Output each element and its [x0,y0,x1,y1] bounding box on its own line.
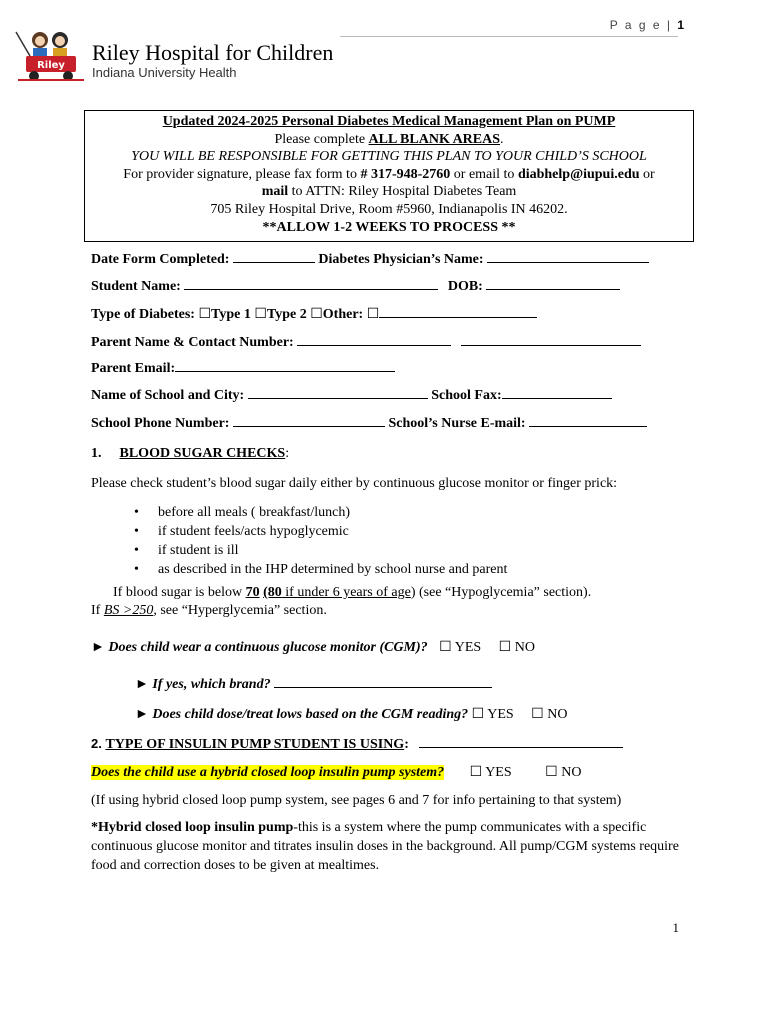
header-rule [340,36,678,37]
nurse-email-field[interactable] [529,414,647,427]
hybrid-yes-checkbox[interactable]: ☐ [469,765,483,780]
page-number-header: P a g e | 1 [609,18,684,32]
responsibility-line: YOU WILL BE RESPONSIBLE FOR GETTING THIS PLAN TO YOUR CHILD’S SCHOOL [131,149,647,165]
pump-type-field[interactable] [419,735,623,748]
school-city-field[interactable] [248,386,428,399]
fax-email-line: For provider signature, please fax form to # 317-948-2760 or email to diabhelp@iupui.edu or [123,166,655,182]
address-line: 705 Riley Hospital Drive, Room #5960, Indianapolis IN 46202. [210,201,568,217]
other-checkbox[interactable]: ☐ [310,307,323,322]
list-item: • if student is ill [130,541,507,560]
row-parent-email: Parent Email: [91,359,395,377]
other-type-field[interactable] [379,305,537,318]
school-phone-field[interactable] [233,414,385,427]
hypoglycemia-threshold: If blood sugar is below 70 (80 if under 6 years of age) (see “Hypoglycemia” section). [113,585,592,600]
cgm-no-checkbox[interactable]: ☐ [498,640,512,655]
list-item: • before all meals ( breakfast/lunch) [130,503,507,522]
dob-field[interactable] [486,277,620,290]
parent-email-field[interactable] [175,359,395,372]
plan-title: Updated 2024-2025 Personal Diabetes Medical Management Plan on PUMP [162,114,616,129]
dose-no-checkbox[interactable]: ☐ [531,707,544,722]
row-school-city: Name of School and City: School Fax: [91,386,612,404]
cgm-brand-field[interactable] [274,675,492,688]
cgm-yes-checkbox[interactable]: ☐ [439,640,452,655]
parent-name-field[interactable] [297,333,451,346]
type1-checkbox[interactable]: ☐ [198,307,212,322]
section1-intro: Please check student’s blood sugar daily either by continuous glucose monitor or finger prick: [91,476,618,491]
row-date-physician: Date Form Completed: Diabetes Physician’s Name: [91,250,649,268]
logo-wagon-text: Riley [37,60,65,71]
row-diabetes-type: Type of Diabetes: ☐Type 1 ☐Type 2 ☐Other: ☐ [91,305,537,323]
complete-blank-line: Please complete ALL BLANK AREAS. [274,131,504,147]
dose-yes-checkbox[interactable]: ☐ [471,707,485,722]
other-type-checkbox[interactable]: ☐ [366,307,380,322]
hospital-name: Riley Hospital for Children [92,40,334,65]
physician-name-field[interactable] [487,250,649,263]
processing-time: **ALLOW 1-2 WEEKS TO PROCESS ** [262,219,516,235]
row-school-phone: School Phone Number: School’s Nurse E-mail: [91,414,647,432]
list-item: • as described in the IHP determined by school nurse and parent [130,560,507,579]
list-item: • if student feels/acts hypoglycemic [130,522,507,541]
instructions-box [84,110,694,242]
hybrid-note: (If using hybrid closed loop pump system, see pages 6 and 7 for info pertaining to that system) [91,793,622,808]
row-parent-contact: Parent Name & Contact Number: [91,333,641,351]
cgm-dose-row: ► Does child dose/treat lows based on the CGM reading? ☐ YES ☐ NO [135,707,568,722]
footer-page-number: 1 [672,920,679,935]
hybrid-question-row: Does the child use a hybrid closed loop insulin pump system? ☐ YES ☐ NO [91,765,582,780]
row-student-dob: Student Name: DOB: [91,277,620,295]
date-completed-field[interactable] [233,250,315,263]
student-name-field[interactable] [184,277,438,290]
school-fax-field[interactable] [502,386,612,399]
type2-checkbox[interactable]: ☐ [254,307,267,322]
section1-heading: 1. BLOOD SUGAR CHECKS: [91,446,290,461]
parent-phone-field[interactable] [461,333,641,346]
check-times-list [130,503,507,579]
hospital-subtitle: Indiana University Health [92,65,237,80]
cgm-question-row: ► Does child wear a continuous glucose monitor (CGM)? ☐ YES ☐ NO [91,640,535,655]
riley-wagon-logo [14,26,86,84]
mail-line: mail to ATTN: Riley Hospital Diabetes Team [261,184,517,200]
section2-heading: 2. TYPE OF INSULIN PUMP STUDENT IS USING: [91,735,623,753]
hybrid-no-checkbox[interactable]: ☐ [545,765,558,780]
hyperglycemia-threshold: If BS >250, see “Hyperglycemia” section. [91,603,327,618]
hybrid-definition: *Hybrid closed loop insulin pump-this is a system where the pump communicates with a specific continuous glucose monitor and titrates insulin doses in the background. All pump/CGM systems require food and correction doses to be given at mealtimes. [91,820,679,873]
cgm-brand-row: ► If yes, which brand? [135,675,492,693]
